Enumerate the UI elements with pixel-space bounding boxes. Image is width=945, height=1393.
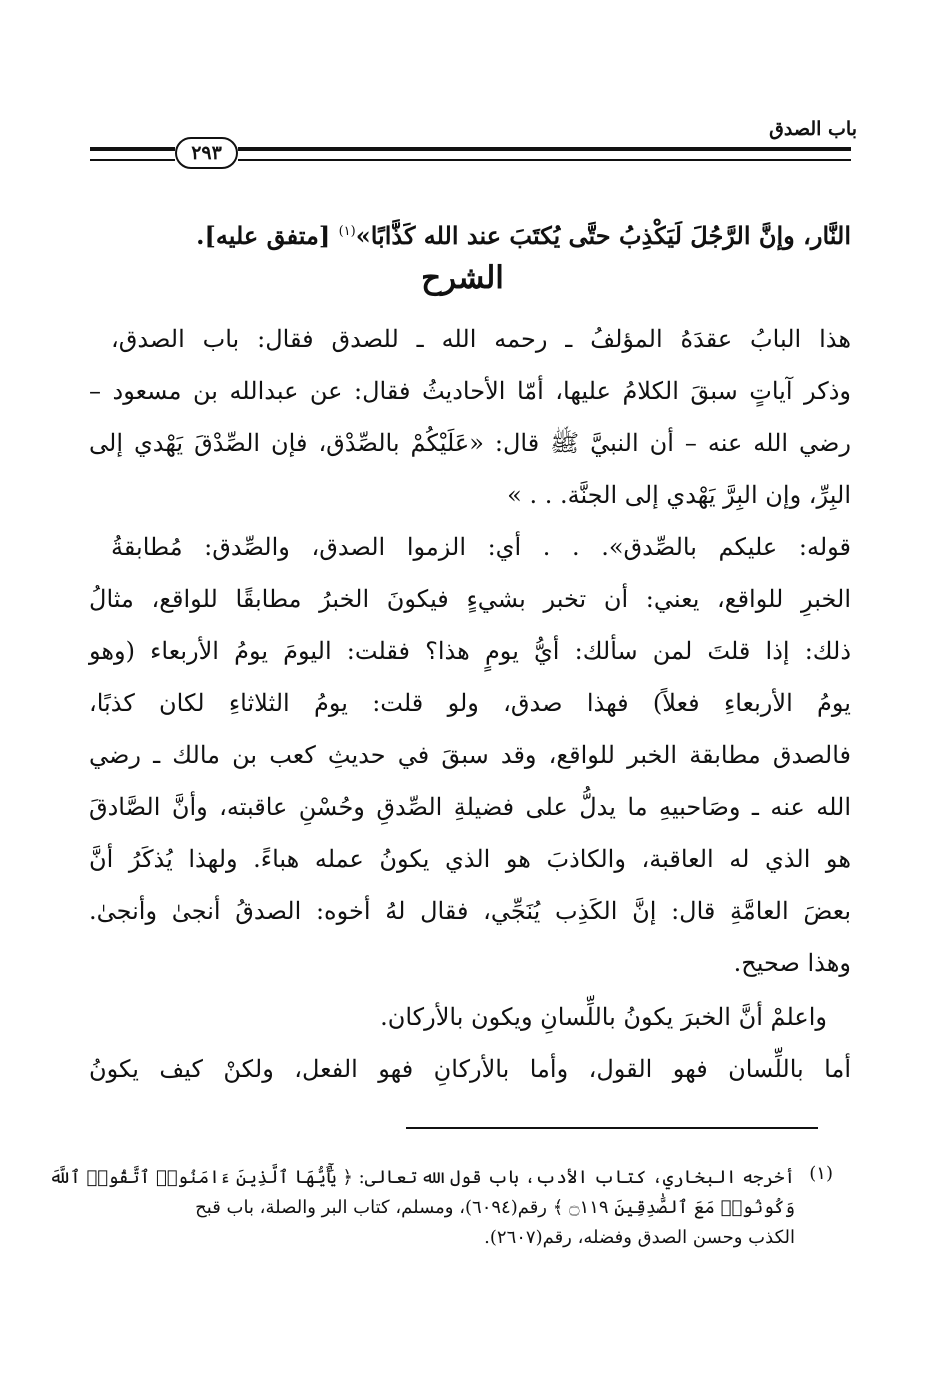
header-rule-left [90,147,175,161]
body-line: فالصدق مطابقة الخبر للواقع، وقد سبقَ في حديثِ كعب بن مالك ـ رضي [89,741,851,769]
body-line: وذكر آياتٍ سبقَ الكلامُ عليها، أمّا الأحاديثُ فقال: عن عبدالله بن مسعود – [89,377,851,405]
footnote-divider [406,1127,818,1129]
hadith-source: [متفق عليه]. [196,221,331,250]
body-line: أما باللِّسان فهو القول، وأما بالأركانِ فهو الفعل، ولكنْ كيف يكونُ [89,1055,851,1083]
section-title: الشرح [421,260,504,296]
footnote-line: الكذب وحسن الصدق وفضله، رقم(٢٦٠٧). [484,1227,795,1248]
header-rule-right [238,147,851,161]
opening-line [89,208,851,260]
footnote-marker: (١) [809,1163,833,1184]
body-line: بعضَ العامَّةِ قال: إنَّ الكَذِب يُنَجِّي، فقال لهُ أخوه: الصدقُ أنجىٰ وأنجىٰ. [89,897,851,925]
body-line: البِرِّ، وإن البِرَّ يَهْدي إلى الجنَّة. . . » [507,481,851,509]
body-line: قوله: عليكم بالصِّدق». . . أي: الزموا الصدق، والصِّدق: مُطابقةُ [111,533,851,561]
body-line: هذا البابُ عقدَهُ المؤلفُ ـ رحمه الله ـ للصدق فقال: باب الصدق، [111,325,851,353]
body-line: الله عنه ـ وصَاحبيهِ ما يدلُّ على فضيلةِ الصِّدقِ وحُسْنِ عاقبته، وأنَّ الصَّادقَ [89,793,851,821]
footnote-line: أخرجه البخاري، كتاب الأدب، باب قول الله تعالى: ﴿ يَٰٓأَيُّهَا ٱلَّذِينَ ءَامَنُوا۟ ٱتَّقُوا۟ ٱللَّهَ [49,1167,795,1188]
body-line: رضي الله عنه – أن النبيَّ ﷺ قال: «عَلَيْكُمْ بالصِّدْق، فإن الصِّدْقَ يَهْدي إلى [89,429,851,457]
page-number: ٢٩٣ [175,137,238,169]
chapter-title: باب الصدق [769,118,857,140]
body-line: واعلمْ أنَّ الخبرَ يكونُ باللِّسانِ ويكون بالأركان. [380,1003,827,1031]
body-line: هو الذي له العاقبة، والكاذبَ هو الذي يكونُ عمله هباءً. ولهذا يُذكَرُ أنَّ [89,845,851,873]
opening-hadith-text: النَّار، وإنَّ الرَّجُلَ لَيَكْذِبُ حتَّى يُكتَبَ عند الله كَذَّابًا» [355,221,851,250]
footnote-line: وَكُونُوا۟ مَعَ ٱلصَّٰدِقِينَ ۝١١٩ ﴾ رقم(٦٠٩٤)، ومسلم، كتاب البر والصلة، باب قبح [195,1197,795,1218]
body-line: ذلك: إذا قلتَ لمن سألك: أيُّ يومٍ هذا؟ فقلت: اليومَ يومُ الأربعاء (وهو [89,637,851,665]
body-line: الخبرِ للواقع، يعني: أن تخبر بشيءٍ فيكونَ الخبرُ مطابقًا للواقع، مثالُ [89,585,851,613]
body-line: يومُ الأربعاءِ فعلاً) فهذا صدق، ولو قلت: يومُ الثلاثاءِ لكان كذبًا، [89,689,851,717]
body-line: وهذا صحيح. [733,949,851,977]
footnote-reference: (١) [338,224,356,239]
